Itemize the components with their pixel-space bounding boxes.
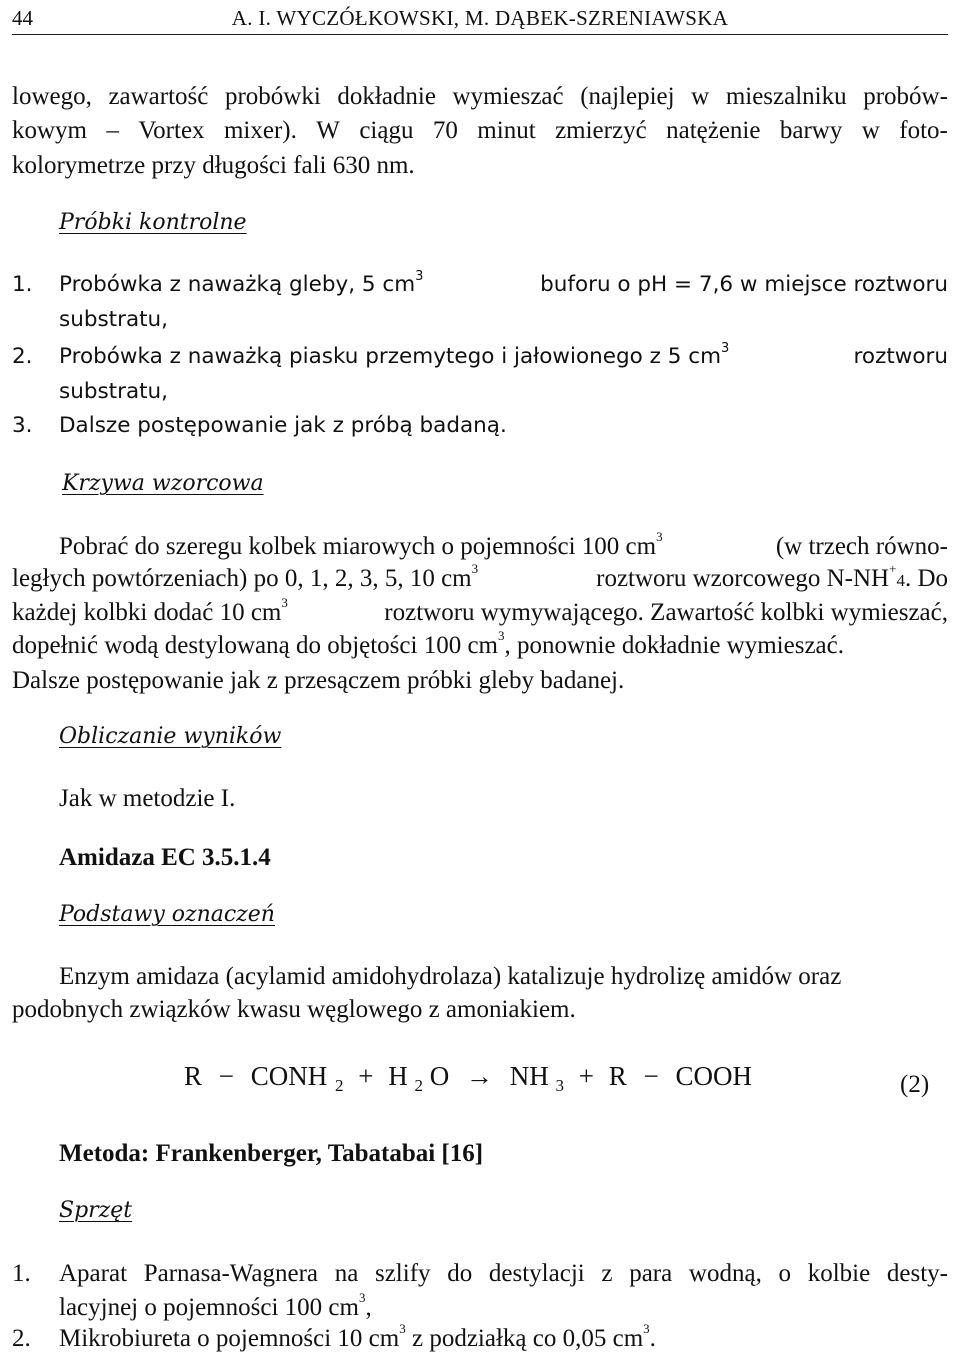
word: o: [778, 1260, 792, 1287]
equipment-item-2-number: 2.: [12, 1325, 31, 1352]
text: roztworu wzorcowego N-NH: [596, 565, 890, 592]
equipment-item-1-line-2: [59, 1290, 372, 1321]
word: Aparat: [59, 1260, 128, 1287]
control-samples-heading: Próbki kontrolne: [59, 210, 247, 235]
basis-line-2: podobnych związków kwasu węglowego z amoniakiem.: [12, 996, 576, 1023]
standard-curve-heading: Krzywa wzorcowa: [62, 471, 264, 496]
text: lacyjnej o pojemności 100 cm: [59, 1294, 359, 1321]
eq-subscript: 2: [335, 1076, 344, 1095]
method-title: Metoda: Frankenberger, Tabatabai [16]: [59, 1140, 484, 1167]
word: Vortex: [138, 117, 205, 144]
text: Pobrać do szeregu kolbek miarowych o pojemności 100 cm: [59, 533, 657, 560]
superscript: 3: [281, 595, 288, 610]
text: , ponownie dokładnie wymieszać.: [504, 632, 844, 659]
text: Probówka z naważką gleby, 5 cm: [59, 272, 416, 297]
text: .: [649, 1325, 656, 1352]
basis-line-1: Enzym amidaza (acylamid amidohydrolaza) katalizuje hydrolizę amidów oraz: [59, 963, 842, 990]
word: natężenie: [666, 117, 761, 144]
text: roztworu wymywającego. Zawartość kolbki wymieszać,: [384, 599, 948, 626]
basis-heading: Podstawy oznaczeń: [59, 902, 275, 927]
text: Probówka z naważką piasku przemytego i jałowionego z 5 cm: [59, 344, 722, 369]
word: barwy: [779, 117, 843, 144]
superscript: 3: [643, 1321, 650, 1336]
word: mieszalniku: [725, 83, 847, 110]
word: para: [629, 1260, 673, 1287]
superscript: 3: [399, 1321, 406, 1336]
eq-term: NH: [509, 1061, 549, 1091]
superscript: 3: [656, 529, 663, 544]
word: minut: [477, 117, 536, 144]
word: desty-: [886, 1260, 948, 1287]
word: w: [691, 83, 710, 110]
word: kolbie: [807, 1260, 871, 1287]
eq-term: R: [608, 1061, 627, 1091]
word: na: [334, 1260, 359, 1287]
standard-curve-line-4: [12, 628, 948, 659]
word: w: [861, 117, 880, 144]
text: (w trzech równo-: [775, 533, 948, 560]
word: wymieszać: [452, 83, 564, 110]
control-item-1-number: 1.: [12, 272, 33, 297]
intro-line-3: kolorymetrze przy długości fali 630 nm.: [12, 152, 415, 179]
reaction-arrow-icon: →: [466, 1061, 493, 1091]
intro-line-2: [12, 118, 948, 143]
word: –: [106, 117, 119, 144]
word: zawartość: [108, 83, 209, 110]
word: wodną,: [688, 1260, 762, 1287]
word: dokładnie: [337, 83, 436, 110]
standard-curve-line-2: [12, 561, 948, 592]
word: probów-: [863, 83, 948, 110]
word: ciągu: [359, 117, 414, 144]
standard-curve-line-1: [59, 529, 948, 560]
word: probówki: [224, 83, 321, 110]
intro-line-1: [12, 84, 948, 109]
text: . Do: [904, 565, 948, 592]
eq-operator: −: [218, 1061, 234, 1091]
calculation-text: Jak w metodzie I.: [59, 785, 236, 812]
word: (najlepiej: [580, 83, 675, 110]
control-item-2-number: 2.: [12, 344, 33, 369]
text: z podziałką co 0,05 cm: [411, 1325, 644, 1352]
equipment-item-1-number: 1.: [12, 1260, 31, 1287]
eq-operator: +: [358, 1061, 374, 1091]
eq-subscript: 2: [414, 1076, 423, 1095]
superscript: +: [889, 561, 897, 576]
page-number: 44: [12, 6, 33, 30]
running-head: A. I. WYCZÓŁKOWSKI, M. DĄBEK-SZRENIAWSKA: [231, 6, 729, 30]
control-item-1-cont: substratu,: [59, 307, 169, 332]
calculation-heading: Obliczanie wyników: [59, 724, 282, 749]
text: ległych powtórzeniach) po 0, 1, 2, 3, 5, 10 cm: [12, 565, 472, 592]
control-item-3-number: 3.: [12, 413, 33, 438]
eq-term: H: [388, 1061, 408, 1091]
control-item-2-cont: substratu,: [59, 379, 169, 404]
text: dopełnić wodą destylowaną do objętości 100 cm: [12, 632, 498, 659]
amidase-title: Amidaza EC 3.5.1.4: [59, 844, 271, 871]
equipment-heading: Sprzęt: [59, 1198, 133, 1223]
word: lowego,: [12, 83, 92, 110]
word: z: [601, 1260, 613, 1287]
control-item-3: Dalsze postępowanie jak z próbą badaną.: [59, 413, 507, 438]
eq-term: O: [429, 1061, 450, 1091]
eq-term: COOH: [675, 1061, 752, 1091]
word: zmierzyć: [555, 117, 647, 144]
superscript: 3: [358, 1290, 366, 1305]
word: do: [447, 1260, 473, 1287]
word: W: [316, 117, 340, 144]
standard-curve-line-5: Dalsze postępowanie jak z przesączem próbki gleby badanej.: [12, 667, 625, 694]
word: foto-: [899, 117, 948, 144]
word: szlify: [374, 1260, 431, 1287]
word: mixer).: [223, 117, 297, 144]
word: kowym: [12, 117, 87, 144]
text: Mikrobiureta o pojemności 10 cm: [59, 1325, 400, 1352]
superscript: 3: [498, 628, 505, 643]
eq-subscript: 3: [555, 1076, 564, 1095]
eq-operator: +: [578, 1061, 594, 1091]
word: Parnasa-Wagnera: [143, 1260, 318, 1287]
superscript: 3: [415, 269, 424, 284]
text: roztworu: [853, 344, 948, 369]
text: każdej kolbki dodać 10 cm: [12, 599, 282, 626]
subscript: 4: [896, 571, 905, 590]
text: buforu o pH = 7,6 w miejsce roztworu: [540, 272, 948, 297]
reaction-equation: [184, 1061, 752, 1095]
page-header: [12, 4, 948, 35]
superscript: 3: [471, 561, 479, 576]
control-item-2: [59, 341, 948, 369]
word: 70: [432, 117, 458, 144]
word: destylacji: [488, 1260, 585, 1287]
equipment-item-2: [59, 1321, 656, 1352]
standard-curve-line-3: [12, 595, 948, 626]
equation-number: (2): [900, 1071, 930, 1098]
equipment-item-1-line-1: [59, 1261, 948, 1286]
eq-term: R: [184, 1061, 203, 1091]
control-item-1: [59, 269, 948, 297]
superscript: 3: [721, 341, 730, 356]
eq-term: CONH: [250, 1061, 328, 1091]
text: ,: [365, 1294, 372, 1321]
eq-operator: −: [643, 1061, 659, 1091]
